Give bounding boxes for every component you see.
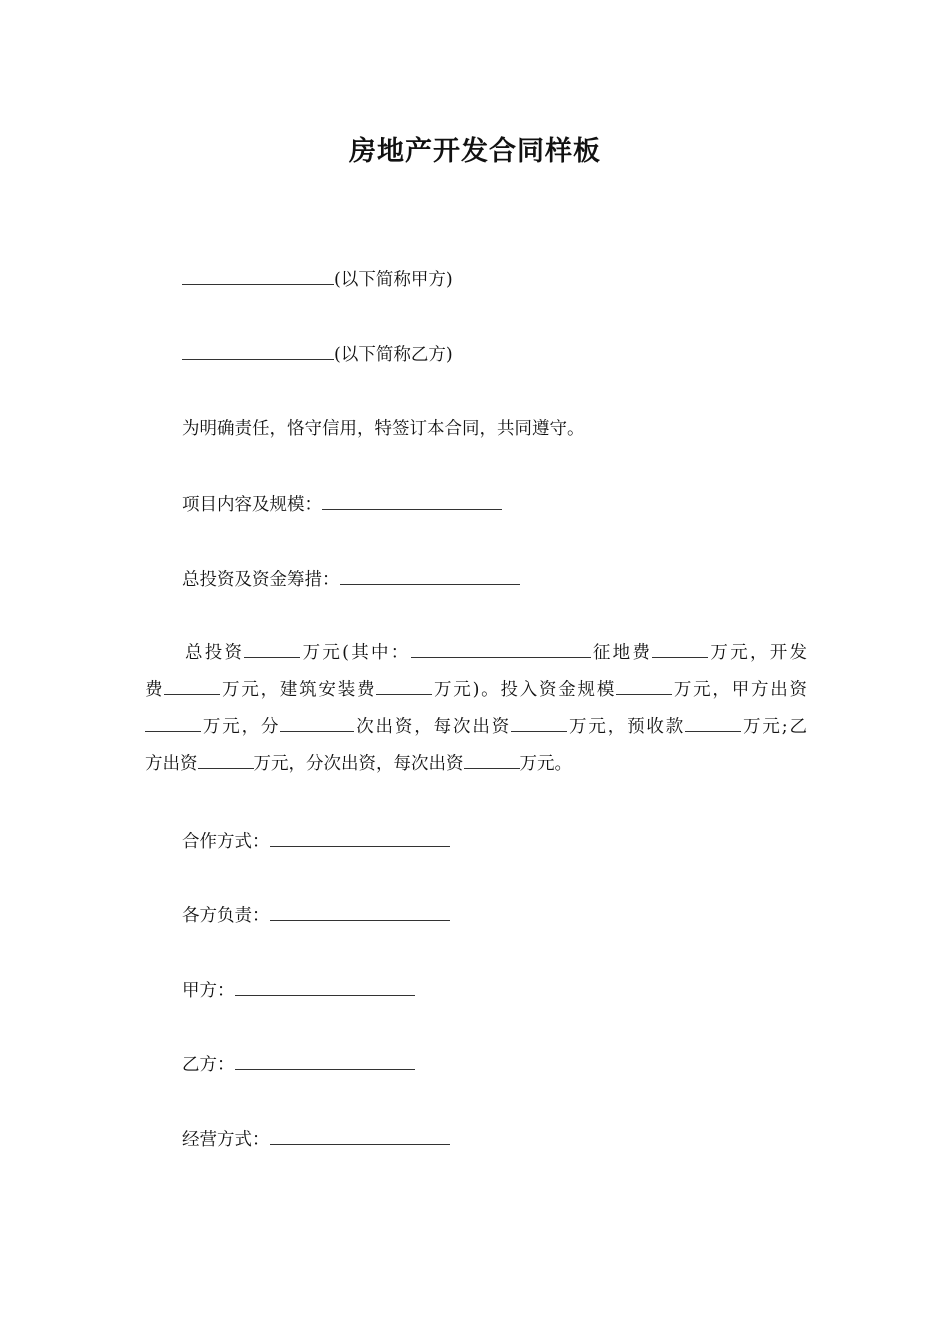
text-wan-yuan-dev: 万元，开发 [708,643,808,663]
text-advance-payment: 万元，预收款 [567,717,686,737]
text-each-payment: 次出资，每次出资 [354,717,512,737]
text-total-investment: 总投资 [185,643,245,663]
text-wan-yuan-among: 万元(其中： [300,643,411,663]
party-a-abbrev-text: (以下简称甲方) [334,270,453,290]
party-a-label: 甲方： [182,981,235,1001]
investment-scale-blank[interactable] [616,678,672,695]
text-installments: 万元，分 [201,717,281,737]
investment-label: 总投资及资金筹措： [182,570,340,590]
investment-detail-row-3 [145,713,807,750]
text-fee: 费 [145,680,165,700]
party-a-contribution-blank[interactable] [145,715,201,732]
investment-detail-row-2 [145,676,807,713]
text-land-fee: 征地费 [590,643,653,663]
intro-text: 为明确责任，恪守信用，特签订本合同，共同遵守。 [182,419,585,439]
party-a-intro-line [182,266,453,293]
text-party-b-start: 万元;乙 [741,717,808,737]
responsibility-blank[interactable] [270,902,450,921]
party-a-name-blank[interactable] [182,266,334,285]
cooperation-line [182,828,450,855]
party-b-line [182,1051,415,1078]
party-b-blank[interactable] [235,1051,415,1070]
investment-detail-row-4 [145,750,807,787]
text-party-b-installments: 万元，分次出资，每次出资 [253,754,464,774]
operation-label: 经营方式： [182,1130,270,1150]
party-b-each-payment-blank[interactable] [464,752,520,769]
investment-breakdown-blank[interactable] [411,641,591,658]
installment-count-blank[interactable] [280,715,354,732]
development-fee-blank[interactable] [164,678,220,695]
project-content-blank[interactable] [322,491,502,510]
investment-line [182,566,520,593]
party-b-intro-line [182,341,453,368]
project-content-line [182,491,502,518]
party-b-label: 乙方： [182,1055,235,1075]
text-party-b-contribution: 方出资 [145,754,198,774]
text-party-a-contribution: 万元，甲方出资 [672,680,808,700]
advance-payment-blank[interactable] [685,715,741,732]
party-b-contribution-blank[interactable] [198,752,254,769]
party-b-abbrev-text: (以下简称乙方) [334,345,453,365]
each-payment-blank[interactable] [511,715,567,732]
total-investment-blank[interactable] [244,641,300,658]
party-b-name-blank[interactable] [182,341,334,360]
operation-blank[interactable] [270,1126,450,1145]
cooperation-label: 合作方式： [182,832,270,852]
project-content-label: 项目内容及规模： [182,495,322,515]
text-construction-fee: 万元，建筑安装费 [220,680,377,700]
text-investment-scale: 万元)。投入资金规模 [432,680,617,700]
document-title: 房地产开发合同样板 [349,136,601,167]
text-wan-yuan-end: 万元。 [519,754,572,774]
party-a-line [182,977,415,1004]
responsibility-line [182,902,450,929]
party-a-blank[interactable] [235,977,415,996]
investment-detail-paragraph [145,639,807,787]
operation-line [182,1126,450,1153]
construction-fee-blank[interactable] [376,678,432,695]
investment-detail-row-1 [145,639,807,676]
cooperation-blank[interactable] [270,828,450,847]
land-fee-blank[interactable] [652,641,708,658]
responsibility-label: 各方负责： [182,906,270,926]
investment-blank[interactable] [340,566,520,585]
